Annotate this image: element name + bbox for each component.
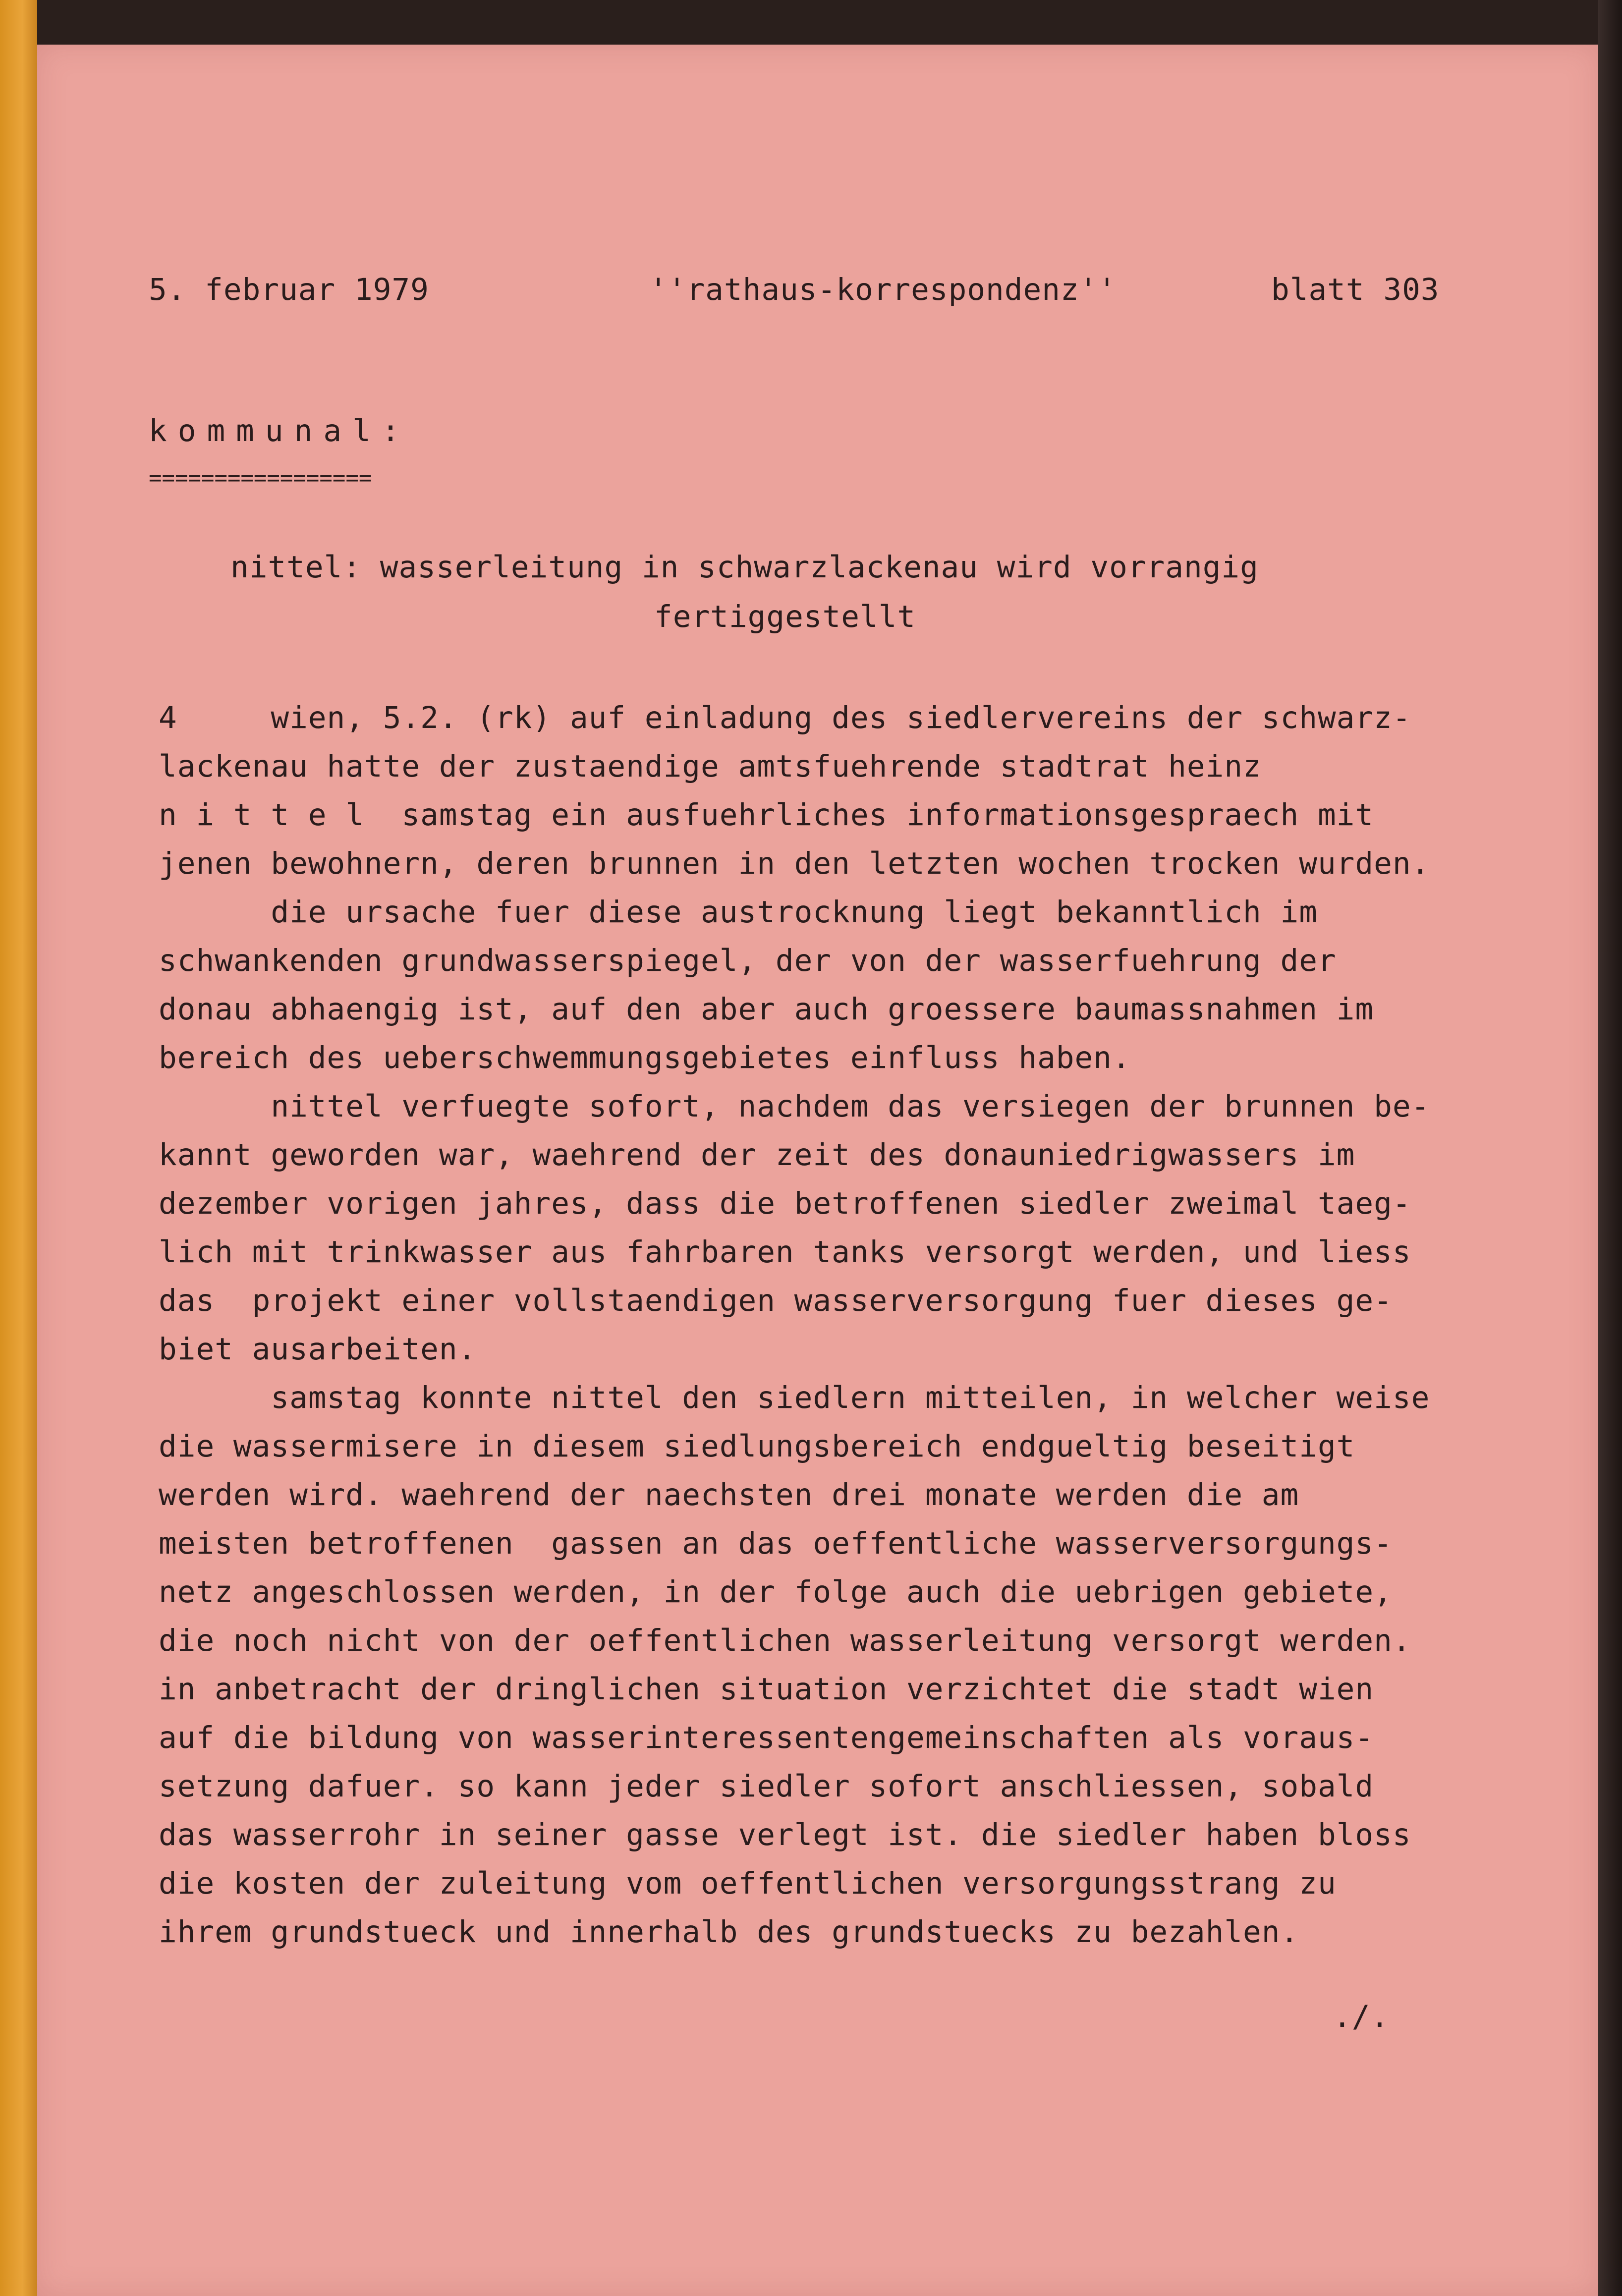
header-publication: ''rathaus-korrespondenz'' <box>649 272 1117 307</box>
continuation-mark: ./. <box>1333 1999 1390 2034</box>
section-underline: ================= <box>149 465 372 491</box>
scan-background-edge <box>1598 0 1622 2296</box>
headline-line-2: fertiggestellt <box>654 599 916 634</box>
headline-line-1: nittel: wasserleitung in schwarzlackenau wird vorrangig <box>230 550 1259 585</box>
article-body: 4 wien, 5.2. (rk) auf einladung des siedlervereins der schwarz- lackenau hatte der zustaendige amtsfuehrende stadtrat heinz n i t t e l samstag ein ausfuehrliches informationsgespraech mit jenen bewohnern, deren brunnen in den letzten wochen trocken wurden. die ursache fuer diese austrocknung liegt bekanntlich im schwankenden grundwasserspiegel, der von der wasserfuehrung der donau abhaengig ist, auf den aber auch groessere baumassnahmen im bereich des ueberschwemmungsgebietes einfluss haben. nittel verfuegte sofort, nachdem das versiegen der brunnen be- kannt geworden war, waehrend der zeit des donauniedrigwassers im dezember vorigen jahres, dass die betroffenen siedler zweimal taeg- lich mit trinkwasser aus fahrbaren tanks versorgt werden, und liess das projekt einer vollstaendigen wasserversorgung fuer dieses ge- biet ausarbeiten. samstag konnte nittel den siedlern mitteilen, in welcher weise die wassermisere in diesem siedlungsbereich endgueltig beseitigt werden wird. waehrend der naechsten drei monate werden die am meisten betroffenen gassen an das oeffentliche wasserversorgungs- netz angeschlossen werden, in der folge auch die uebrigen gebiete, die noch nicht von der oeffentlichen wasserleitung versorgt werden. in anbetracht der dringlichen situation verzichtet die stadt wien auf die bildung von wasserinteressentengemeinschaften als voraus- setzung dafuer. so kann jeder siedler sofort anschliessen, sobald das wasserrohr in seiner gasse verlegt ist. die siedler haben bloss die kosten der zuleitung vom oeffentlichen versorgungsstrang zu ihrem grundstueck und innerhalb des grundstuecks zu bezahlen. <box>159 700 1430 1950</box>
section-title: kommunal: <box>149 413 411 448</box>
binding-edge <box>0 0 37 2296</box>
header-sheet-number: blatt 303 <box>1271 272 1440 307</box>
header-date: 5. februar 1979 <box>149 272 429 307</box>
